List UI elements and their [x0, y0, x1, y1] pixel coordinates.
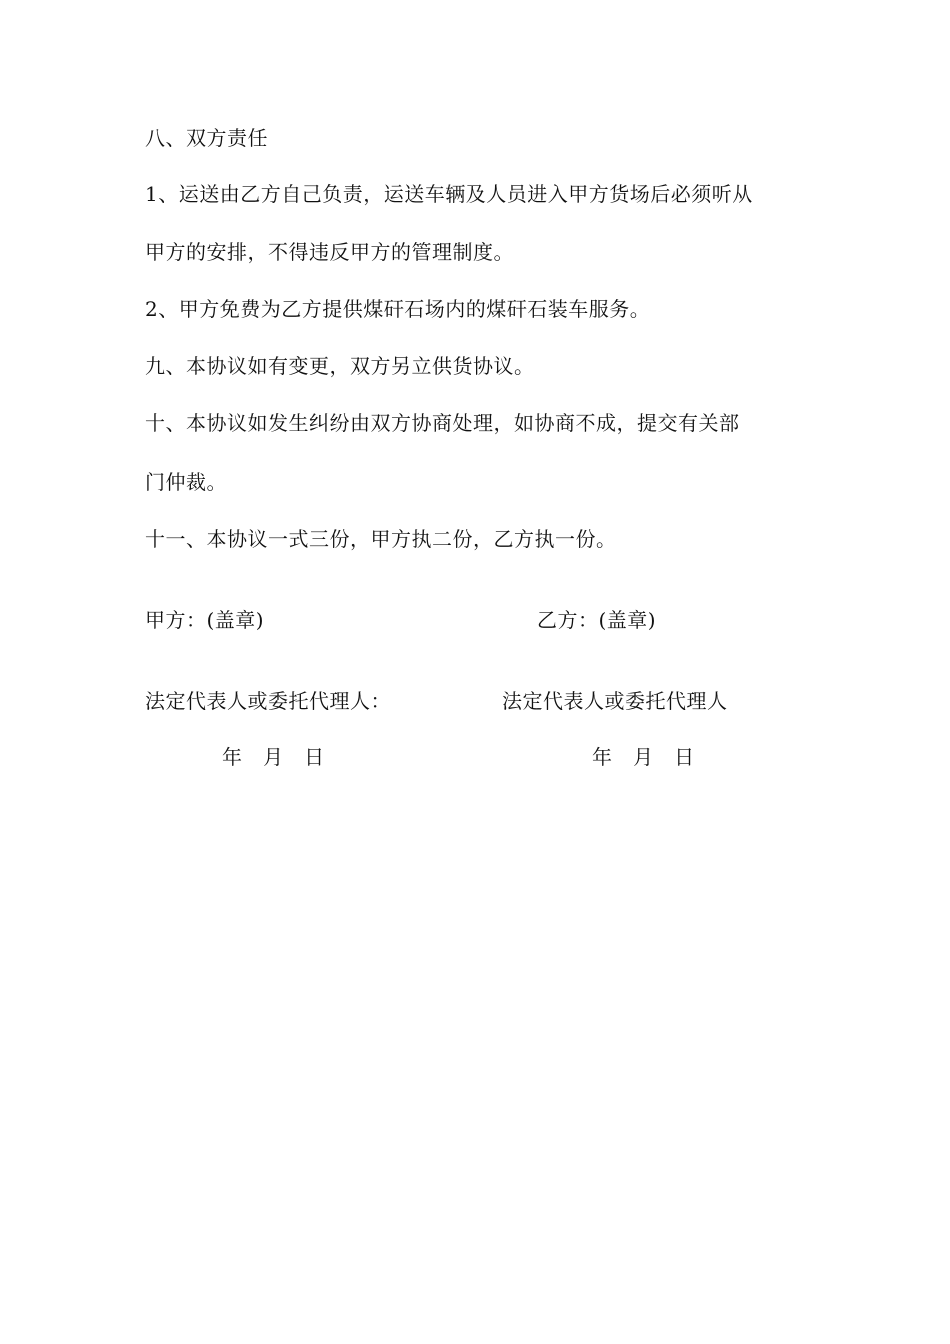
- party-b-seal-label: 乙方：(盖章): [537, 608, 657, 632]
- party-a-representative-label: 法定代表人或委托代理人：: [145, 689, 391, 713]
- section-10-line-1: 十、本协议如发生纠纷由双方协商处理，如协商不成，提交有关部: [145, 411, 740, 435]
- section-10-line-2: 门仲裁。: [145, 470, 227, 494]
- section-11: 十一、本协议一式三份，甲方执二份，乙方执一份。: [145, 527, 617, 551]
- party-a-date-field: 年 月 日: [222, 745, 325, 769]
- party-b-representative-label: 法定代表人或委托代理人: [502, 689, 728, 713]
- clause-8-2: 2、甲方免费为乙方提供煤矸石场内的煤矸石装车服务。: [145, 297, 651, 321]
- party-a-seal-label: 甲方：(盖章): [145, 608, 265, 632]
- party-b-date-field: 年 月 日: [592, 745, 695, 769]
- clause-8-1-line-2: 甲方的安排，不得违反甲方的管理制度。: [145, 240, 514, 264]
- section-9: 九、本协议如有变更，双方另立供货协议。: [145, 354, 535, 378]
- clause-8-1-line-1: 1、运送由乙方自己负责，运送车辆及人员进入甲方货场后必须听从: [145, 182, 753, 206]
- section-8-heading: 八、双方责任: [145, 126, 268, 150]
